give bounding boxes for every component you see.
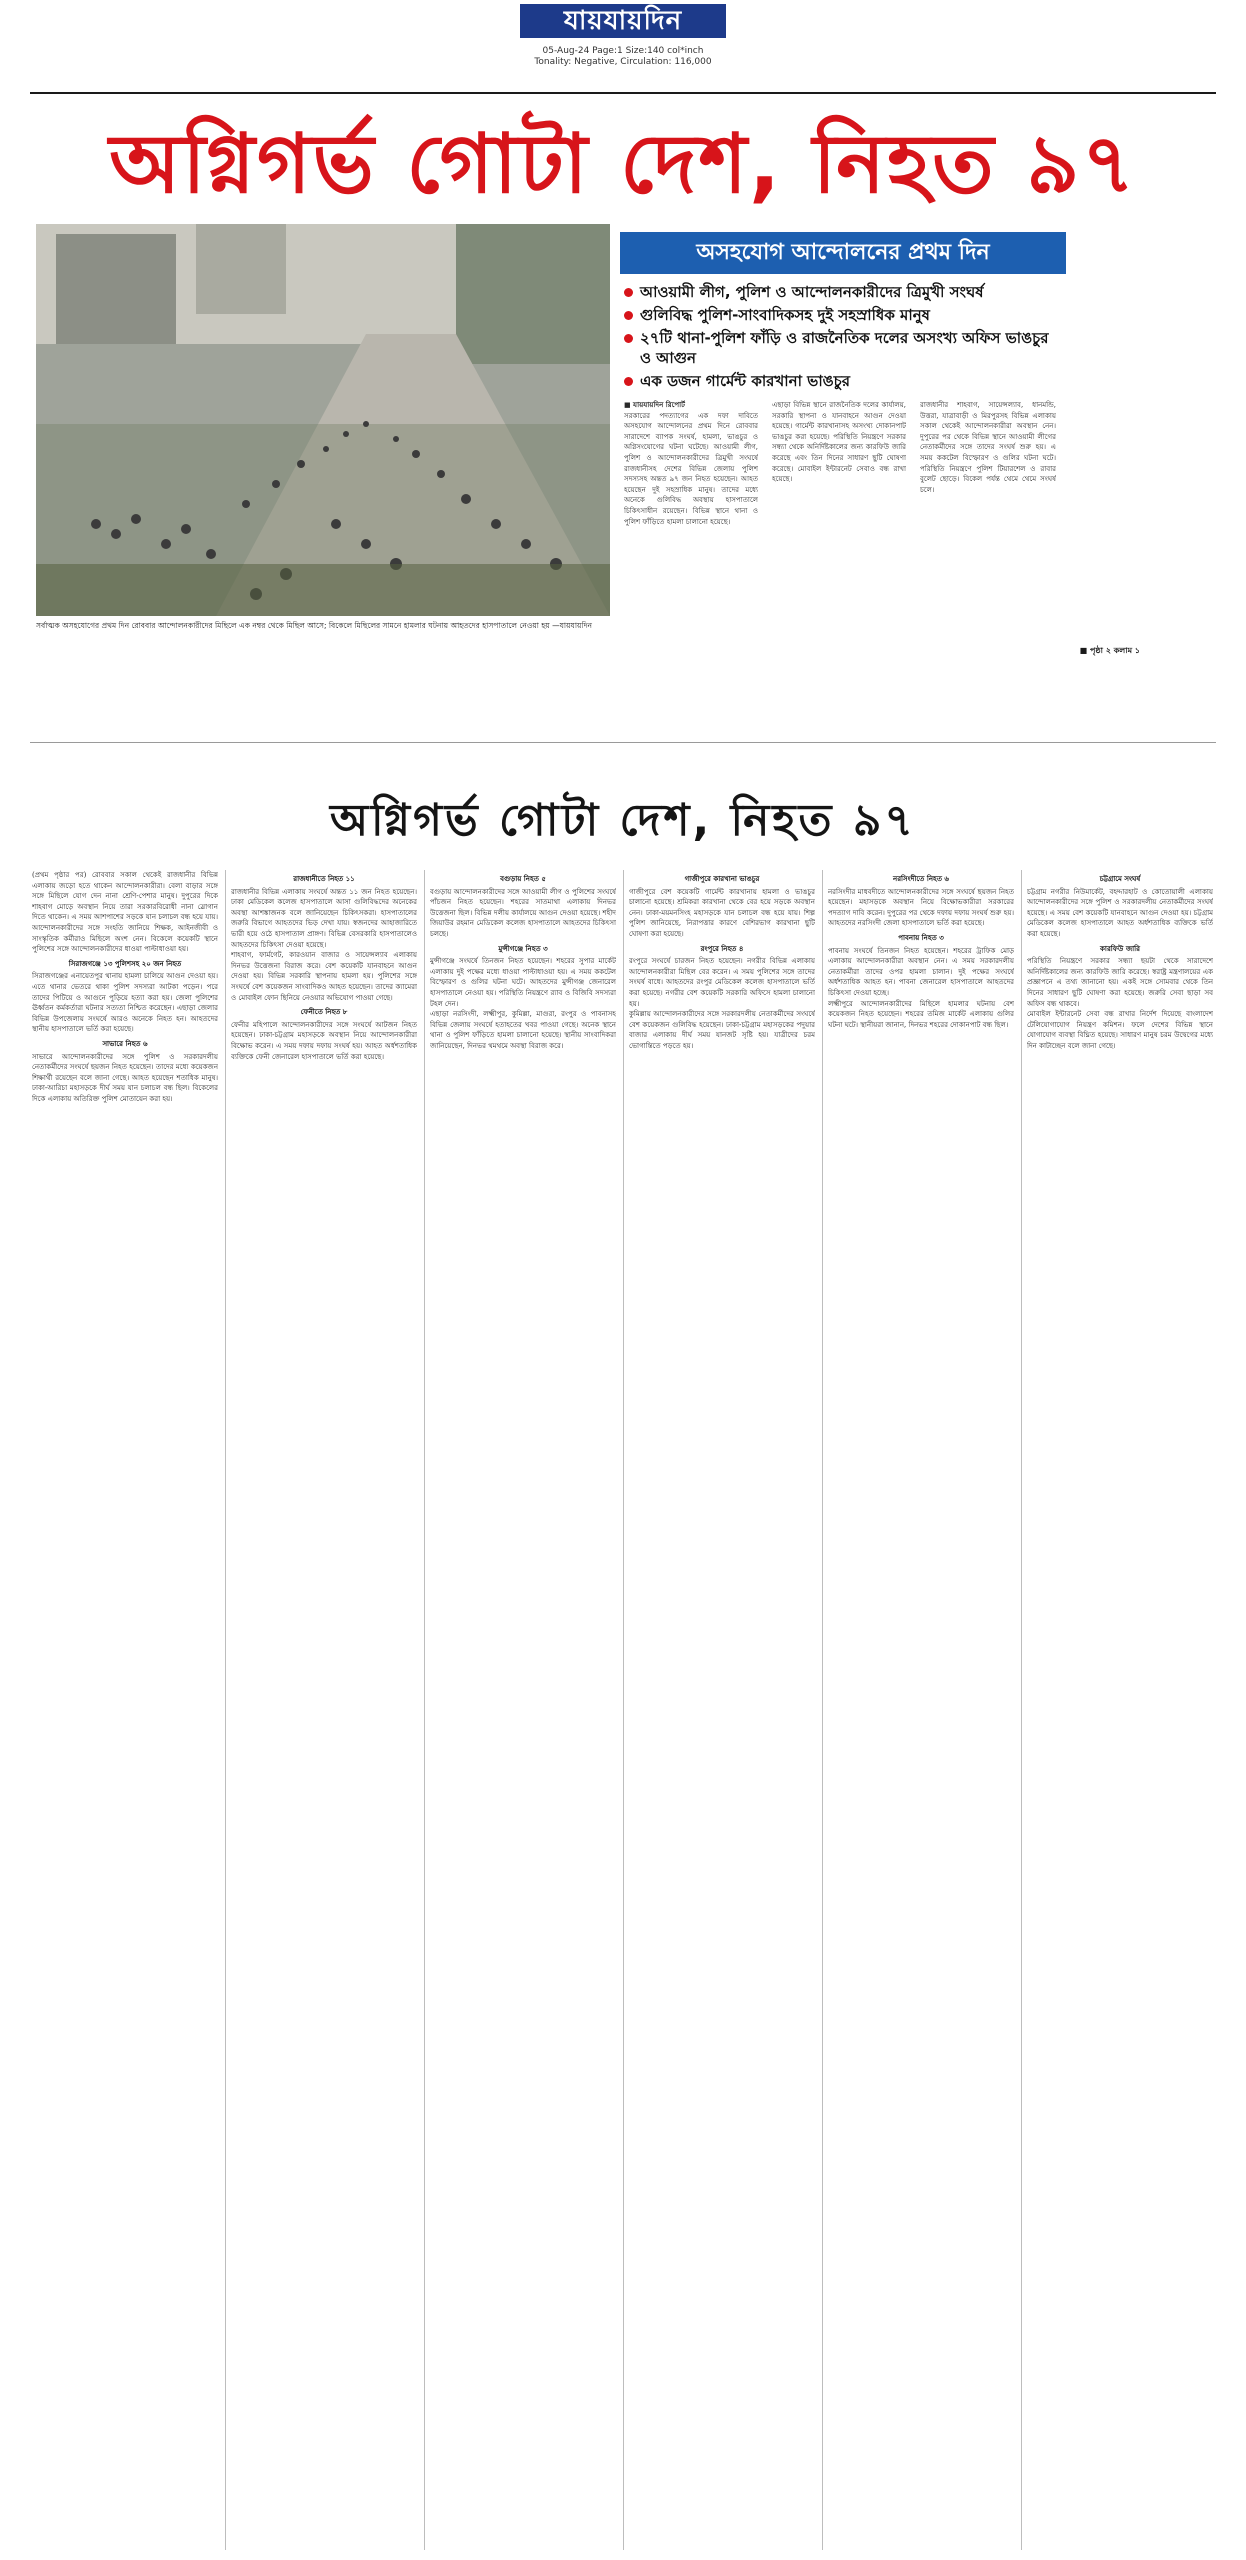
bullet-dot-icon [624, 334, 633, 343]
highlight-item [624, 305, 1064, 325]
body-paragraph: (প্রথম পৃষ্ঠার পর) রোববার সকাল থেকেই রাজধানীর বিভিন্ন এলাকায় জড়ো হতে থাকেন আন্দোলনকারীরা। বেলা বাড়ার সঙ্গে সঙ্গে মিছিলে যোগ দেন নানা শ্রেণি-পেশার মানুষ। দুপুরের দিকে শাহবাগ মোড়ে অবস্থান নিয়ে তারা সরকারবিরোধী নানা স্লোগান দিতে থাকেন। এ সময় আশপাশের সড়কে যান চলাচল বন্ধ হয়ে যায়। আন্দোলনকারীদের সঙ্গে সংহতি জানিয়ে শিক্ষক, আইনজীবী ও সাংস্কৃতিক কর্মীরাও মিছিলে অংশ নেন। বিকেলে কয়েকটি স্থানে পুলিশের সঙ্গে আন্দোলনকারীদের ধাওয়া পাল্টাধাওয়া হয়। [32, 871, 218, 954]
column-rule [1021, 870, 1022, 2550]
body-subhead: রাজধানীতে নিহত ১১ [293, 874, 355, 883]
body-column-2 [231, 870, 417, 2550]
masthead [0, 0, 1246, 70]
body-paragraph: সাভারে আন্দোলনকারীদের সঙ্গে পুলিশ ও সরকারদলীয় নেতাকর্মীদের সংঘর্ষে ছয়জন নিহত হয়েছেন। তাদের মধ্যে কয়েকজন শিক্ষার্থী রয়েছেন বলে জানা গেছে। আহত হয়েছেন শতাধিক মানুষ। ঢাকা-আরিচা মহাসড়কে দীর্ঘ সময় যান চলাচল বন্ধ ছিল। বিকেলের দিকে এলাকায় অতিরিক্ত পুলিশ মোতায়েন করা হয়। [32, 1052, 218, 1103]
body-subhead: সিরাজগঞ্জে ১৩ পুলিশসহ ২০ জন নিহত [68, 958, 182, 968]
continued-jump: ■ পৃষ্ঠা ২ কলাম ১ [1079, 646, 1140, 655]
highlight-item [624, 371, 1064, 391]
body-column-1 [32, 870, 218, 2550]
body-column-3 [430, 870, 616, 2550]
body-paragraph: গাজীপুরে বেশ কয়েকটি গার্মেন্ট কারখানায় হামলা ও ভাঙচুর চালানো হয়েছে। শ্রমিকরা কারখানা থেকে বের হয়ে সড়কে অবস্থান নেন। ঢাকা-ময়মনসিংহ মহাসড়কে যান চলাচল বন্ধ হয়ে যায়। শিল্প পুলিশ জানিয়েছে, নিরাপত্তার কারণে বেশিরভাগ কারখানা ছুটি ঘোষণা করা হয়েছে। [629, 887, 815, 938]
body-subhead: গাজীপুরে কারখানা ভাঙচুর [684, 874, 760, 883]
body-column-6 [1027, 870, 1213, 2550]
body-paragraph: রাজধানীর বিভিন্ন এলাকায় সংঘর্ষে অন্তত ১১ জন নিহত হয়েছেন। ঢাকা মেডিকেল কলেজ হাসপাতালে আসা গুলিবিদ্ধদের অনেকের অবস্থা আশঙ্কাজনক বলে জানিয়েছেন চিকিৎসকরা। হাসপাতালের জরুরি বিভাগে আহতদের ভিড় দেখা যায়। স্বজনদের আহাজারিতে ভারী হয়ে ওঠে হাসপাতাল প্রাঙ্গণ। বিভিন্ন বেসরকারি হাসপাতালেও আহতদের চিকিৎসা দেওয়া হয়েছে। [231, 887, 417, 949]
lead-column-2 [772, 400, 906, 650]
highlight-text: গুলিবিদ্ধ পুলিশ-সাংবাদিকসহ দুই সহস্রাধিক মানুষ [640, 306, 930, 324]
body-subhead: কারফিউ জারি [1100, 943, 1140, 953]
body-paragraph: ফেনীর মহিপালে আন্দোলনকারীদের সঙ্গে সংঘর্ষে আটজন নিহত হয়েছেন। ঢাকা-চট্টগ্রাম মহাসড়কে অবস্থান নিয়ে আন্দোলনকারীরা বিক্ষোভ করেন। এ সময় দফায় দফায় সংঘর্ষ হয়। আহত অর্ধশতাধিক ব্যক্তিকে ফেনী জেনারেল হাসপাতালে ভর্তি করা হয়েছে। [231, 1020, 417, 1061]
body-paragraph: মুন্সীগঞ্জে সংঘর্ষে তিনজন নিহত হয়েছেন। শহরের সুপার মার্কেট এলাকায় দুই পক্ষের মধ্যে ধাওয়া পাল্টাধাওয়া হয়। এ সময় ককটেল বিস্ফোরণ ও গুলির ঘটনা ঘটে। আহতদের মুন্সীগঞ্জ জেনারেল হাসপাতালে নেওয়া হয়। পরিস্থিতি নিয়ন্ত্রণে র‍্যাব ও বিজিবি সদস্যরা টহল দেন। [430, 957, 616, 1008]
body-paragraph: বগুড়ায় আন্দোলনকারীদের সঙ্গে আওয়ামী লীগ ও পুলিশের সংঘর্ষে পাঁচজন নিহত হয়েছেন। শহরের সাতমাথা এলাকায় দিনভর উত্তেজনা ছিল। বিভিন্ন দলীয় কার্যালয়ে আগুন দেওয়া হয়েছে। শহীদ জিয়াউর রহমান মেডিকেল কলেজ হাসপাতালে আহতদের চিকিৎসা চলছে। [430, 887, 616, 938]
body-paragraph: সিরাজগঞ্জের এনায়েতপুর থানায় হামলা চালিয়ে আগুন দেওয়া হয়। এতে থানার ভেতরে থাকা পুলিশ সদস্যরা আটকা পড়েন। পরে তাদের পিটিয়ে ও আগুনে পুড়িয়ে হত্যা করা হয়। জেলা পুলিশের ঊর্ধ্বতন কর্মকর্তারা ঘটনার সত্যতা নিশ্চিত করেছেন। এছাড়া জেলার বিভিন্ন উপজেলায় সংঘর্ষে আরও অনেকে নিহত হন। আহতদের স্থানীয় হাসপাতালে ভর্তি করা হয়েছে। [32, 972, 218, 1034]
highlight-item [624, 328, 1064, 368]
body-paragraph: শাহবাগ, ফার্মগেট, কারওয়ান বাজার ও সায়েন্সল্যাব এলাকায় দিনভর উত্তেজনা বিরাজ করে। বেশ কয়েকটি যানবাহনে আগুন দেওয়া হয়। বিভিন্ন সরকারি স্থাপনায় হামলা হয়। পুলিশের সঙ্গে সংঘর্ষে বেশ কয়েকজন সাংবাদিকও আহত হয়েছেন। তাদের ক্যামেরা ও মোবাইল ফোন ছিনিয়ে নেওয়ার অভিযোগ পাওয়া গেছে। [231, 951, 417, 1002]
lead-column-text: রাজধানীর শাহবাগ, সায়েন্সল্যাব, ধানমন্ডি, উত্তরা, যাত্রাবাড়ী ও মিরপুরসহ বিভিন্ন এলাকায় সকাল থেকেই আন্দোলনকারীরা অবস্থান নেন। দুপুরের পর থেকে বিভিন্ন স্থানে আওয়ামী লীগের নেতাকর্মীদের সঙ্গে তাদের সংঘর্ষ শুরু হয়। এ সময় ককটেল বিস্ফোরণ ও গুলির ঘটনা ঘটে। পরিস্থিতি নিয়ন্ত্রণে পুলিশ টিয়ারশেল ও রাবার বুলেট ছোড়ে। বিকেল পর্যন্ত থেমে থেমে সংঘর্ষ চলে। [920, 401, 1056, 494]
column-rule [424, 870, 425, 2550]
column-rule [225, 870, 226, 2550]
article-body [32, 870, 1214, 2550]
body-subhead: সাভারে নিহত ৬ [102, 1038, 148, 1048]
section-divider [30, 742, 1216, 743]
bullet-dot-icon [624, 288, 633, 297]
highlight-item [624, 282, 1064, 302]
lead-column-3 [920, 400, 1056, 650]
body-paragraph: মোবাইল ইন্টারনেট সেবা বন্ধ রাখার নির্দেশ দিয়েছে বাংলাদেশ টেলিযোগাযোগ নিয়ন্ত্রণ কমিশন। ফলে দেশের বিভিন্ন স্থানে যোগাযোগ ব্যবস্থা বিঘ্নিত হয়েছে। সাধারণ মানুষ চরম উদ্বেগের মধ্যে দিন কাটাচ্ছেন বলে জানা গেছে। [1027, 1010, 1213, 1050]
lead-column-1 [624, 400, 758, 650]
body-subhead: মুন্সীগঞ্জে নিহত ৩ [498, 943, 548, 953]
body-subhead: বগুড়ায় নিহত ৫ [500, 874, 546, 883]
body-subhead: চট্টগ্রামে সংঘর্ষ [1099, 874, 1141, 883]
body-subhead: নরসিংদীতে নিহত ৬ [893, 874, 949, 883]
body-paragraph: লক্ষ্মীপুরে আন্দোলনকারীদের মিছিলে হামলার ঘটনায় বেশ কয়েকজন নিহত হয়েছেন। শহরের তমিজ মার্কেট এলাকায় গুলির ঘটনা ঘটে। স্থানীয়রা জানান, দিনভর শহরের দোকানপাট বন্ধ ছিল। [828, 999, 1014, 1029]
body-paragraph: রংপুরে সংঘর্ষে চারজন নিহত হয়েছেন। নগরীর বিভিন্ন এলাকায় আন্দোলনকারীরা মিছিল বের করেন। এ সময় পুলিশের সঙ্গে তাদের সংঘর্ষ বাধে। আহতদের রংপুর মেডিকেল কলেজ হাসপাতালে ভর্তি করা হয়েছে। নগরীর বেশ কয়েকটি সরকারি অফিসে হামলা চালানো হয়। [629, 957, 815, 1008]
main-headline: অগ্নিগর্ভ গোটা দেশ, নিহত ৯৭ [109, 117, 1137, 212]
body-subhead: রংপুরে নিহত ৪ [700, 943, 744, 953]
section-headline: অগ্নিগর্ভ গোটা দেশ, নিহত ৯৭ [329, 795, 917, 846]
kicker-banner: অসহযোগ আন্দোলনের প্রথম দিন [620, 232, 1066, 274]
bullet-dot-icon [624, 311, 633, 320]
lead-column-text: এছাড়া বিভিন্ন স্থানে রাজনৈতিক দলের কার্যালয়, সরকারি স্থাপনা ও যানবাহনে আগুন দেওয়া হয়েছে। গার্মেন্ট কারখানাসহ অসংখ্য দোকানপাট ভাঙচুর করা হয়েছে। পরিস্থিতি নিয়ন্ত্রণে সরকার সন্ধ্যা থেকে অনির্দিষ্টকালের জন্য কারফিউ জারি করেছে এবং তিন দিনের সাধারণ ছুটি ঘোষণা করেছে। মোবাইল ইন্টারনেট সেবাও বন্ধ রাখা হয়েছে। [772, 401, 906, 484]
highlight-text: এক ডজন গার্মেন্ট কারখানা ভাঙচুর [640, 372, 851, 390]
body-paragraph: কুমিল্লায় আন্দোলনকারীদের সঙ্গে সরকারদলীয় নেতাকর্মীদের সংঘর্ষে বেশ কয়েকজন গুলিবিদ্ধ হয়েছেন। ঢাকা-চট্টগ্রাম মহাসড়কের পদুয়ার বাজার এলাকায় দীর্ঘ সময় যানজট সৃষ্টি হয়। যাত্রীদের চরম ভোগান্তিতে পড়তে হয়। [629, 1010, 815, 1050]
clipping-meta-line-1: 05-Aug-24 Page:1 Size:140 col*inch [542, 46, 704, 56]
body-paragraph: পরিস্থিতি নিয়ন্ত্রণে সরকার সন্ধ্যা ছয়টা থেকে সারাদেশে অনির্দিষ্টকালের জন্য কারফিউ জারি করেছে। স্বরাষ্ট্র মন্ত্রণালয়ের এক প্রজ্ঞাপনে এ তথ্য জানানো হয়। একই সঙ্গে সোমবার থেকে তিন দিনের সাধারণ ছুটি ঘোষণা করা হয়েছে। জরুরি সেবা ছাড়া সব অফিস বন্ধ থাকবে। [1027, 957, 1213, 1008]
highlight-text: ২৭টি থানা-পুলিশ ফাঁড়ি ও রাজনৈতিক দলের অসংখ্য অফিস ভাঙচুর ও আগুন [640, 329, 1049, 367]
lead-byline: ■ যায়যায়দিন রিপোর্ট [624, 400, 685, 409]
body-paragraph: চট্টগ্রাম নগরীর নিউমার্কেট, বহদ্দারহাট ও কোতোয়ালী এলাকায় আন্দোলনকারীদের সঙ্গে পুলিশ ও সরকারদলীয় নেতাকর্মীদের সংঘর্ষ হয়েছে। এ সময় বেশ কয়েকটি যানবাহনে আগুন দেওয়া হয়। চট্টগ্রাম মেডিকেল কলেজ হাসপাতালে আহত অর্ধশতাধিক ব্যক্তিকে ভর্তি করা হয়েছে। [1027, 887, 1213, 938]
masthead-divider [30, 92, 1216, 94]
body-column-5 [828, 870, 1014, 2550]
bullet-dot-icon [624, 377, 633, 386]
body-column-4 [629, 870, 815, 2550]
body-paragraph: নরসিংদীর মাধবদীতে আন্দোলনকারীদের সঙ্গে সংঘর্ষে ছয়জন নিহত হয়েছেন। মহাসড়কে অবস্থান নিয়ে বিক্ষোভকারীরা সরকারের পদত্যাগ দাবি করেন। দুপুরের পর থেকে দফায় দফায় সংঘর্ষ শুরু হয়। আহতদের নরসিংদী জেলা হাসপাতালে ভর্তি করা হয়েছে। [828, 887, 1014, 928]
highlight-text: আওয়ামী লীগ, পুলিশ ও আন্দোলনকারীদের ত্রিমুখী সংঘর্ষ [640, 283, 984, 301]
photo-caption: সর্বাত্মক অসহযোগের প্রথম দিন রোববার আন্দোলনকারীদের মিছিলে এক নম্বর থেকে মিছিল আসে; বিকেলে মিছিলের সামনে হামলার ঘটনায় আহতদের হাসপাতালে নেওয়া হয় —যায়যায়দিন [36, 621, 593, 630]
body-subhead: পাবনায় নিহত ৩ [898, 932, 944, 942]
column-rule [623, 870, 624, 2550]
column-rule [822, 870, 823, 2550]
newspaper-logo: যায়যায়দিন [520, 4, 726, 38]
street-crowd-photo-icon [36, 224, 610, 616]
lead-column-text: সরকারের পদত্যাগের এক দফা দাবিতে অসহযোগ আন্দোলনের প্রথম দিনে রোববার সারাদেশে ব্যাপক সংঘর্ষ, হামলা, ভাঙচুর ও অগ্নিসংযোগের ঘটনা ঘটেছে। আওয়ামী লীগ, পুলিশ ও আন্দোলনকারীদের ত্রিমুখী সংঘর্ষে রাজধানীসহ দেশের বিভিন্ন জেলায় পুলিশ সদস্যসহ অন্তত ৯৭ জন নিহত হয়েছেন। আহত হয়েছেন দুই সহস্রাধিক মানুষ। তাদের মধ্যে অনেকে গুলিবিদ্ধ অবস্থায় হাসপাতালে চিকিৎসাধীন রয়েছেন। বিভিন্ন স্থানে থানা ও পুলিশ ফাঁড়িতে হামলা চালানো হয়েছে। [624, 411, 758, 526]
body-paragraph: পাবনায় সংঘর্ষে তিনজন নিহত হয়েছেন। শহরের ট্রাফিক মোড় এলাকায় আন্দোলনকারীরা অবস্থান নেন। এ সময় সরকারদলীয় নেতাকর্মীরা তাদের ওপর হামলা চালান। দুই পক্ষের সংঘর্ষে অর্ধশতাধিক আহত হন। পাবনা জেনারেল হাসপাতালে আহতদের চিকিৎসা দেওয়া হচ্ছে। [828, 946, 1014, 997]
clipping-meta-line-2: Tonality: Negative, Circulation: 116,000 [534, 57, 712, 67]
body-subhead: ফেনীতে নিহত ৮ [300, 1007, 348, 1017]
body-paragraph: এছাড়া নরসিংদী, লক্ষ্মীপুর, কুমিল্লা, মাগুরা, রংপুর ও পাবনাসহ বিভিন্ন জেলায় সংঘর্ষে হতাহতের খবর পাওয়া গেছে। অনেক স্থানে থানা ও পুলিশ ফাঁড়িতে হামলা চালানো হয়েছে। স্থানীয় সাংবাদিকরা জানিয়েছেন, দিনভর থমথমে অবস্থা বিরাজ করে। [430, 1010, 616, 1050]
clipping-meta [420, 46, 826, 68]
lead-photo [36, 224, 610, 616]
highlight-list [624, 282, 1064, 390]
